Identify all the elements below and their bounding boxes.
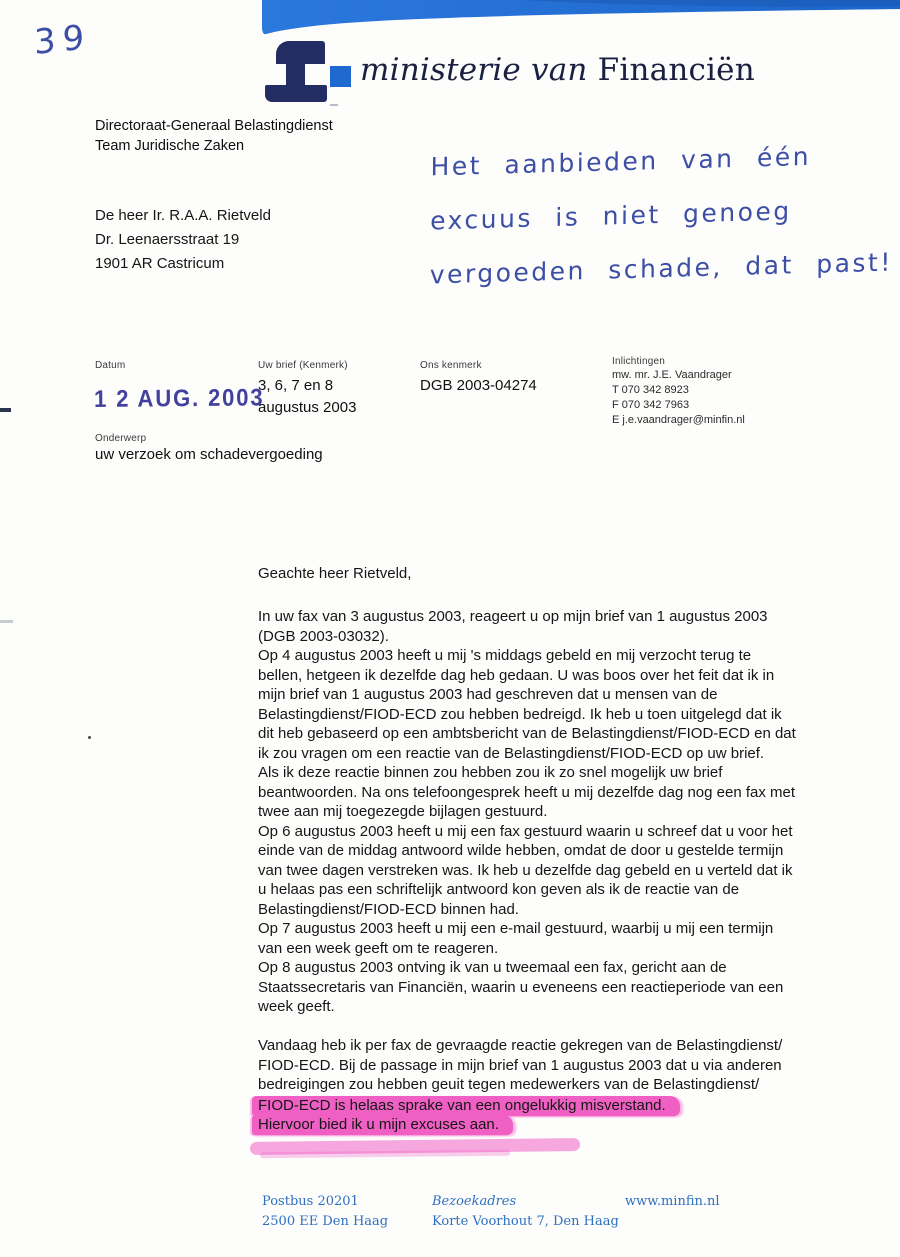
body-line: FIOD-ECD is helaas sprake van een ongelukkig misverstand.: [258, 1096, 883, 1116]
header-swoosh-graphic: [0, 0, 900, 44]
body-line: Staatssecretaris van Financiën, waarin u eveneens een reactieperiode van een: [258, 978, 784, 996]
handwritten-note: [430, 139, 894, 314]
body-line: twee aan mij toegezegde bijlagen gestuurd.: [258, 803, 548, 820]
inlichtingen-line: F 070 342 7963: [612, 399, 690, 411]
body-line: mijn brief van 1 augustus 2003 had geschreven dat u mensen van de: [258, 686, 718, 703]
body-line: Belastingdienst/FIOD-ECD zou hebben bedreigd. Ik heb u toen uitgelegd dat ik: [258, 705, 782, 723]
body-line: Op 7 augustus 2003 heeft u mij een e-mail gestuurd, waarbij u mij een termijn: [258, 920, 774, 937]
body-line: Hiervoor bied ik u mijn excuses aan.: [258, 1115, 883, 1135]
onderwerp-label: Onderwerp: [95, 433, 147, 444]
footer-website: www.minfin.nl: [625, 1194, 720, 1209]
onderwerp-value: uw verzoek om schadevergoeding: [95, 446, 323, 463]
body-line: beantwoorden. Na ons telefoongesprek heeft u mij dezelfde dag nog een fax met: [258, 783, 796, 801]
body-line: bedreigingen zou hebben geuit tegen medewerkers van de Belastingdienst/: [258, 1076, 760, 1093]
ons-kenmerk-value: DGB 2003-04274: [420, 377, 537, 394]
ministry-wordmark: [360, 52, 755, 88]
body-line: Op 8 augustus 2003 ontving ik van u tweemaal een fax, gericht aan de: [258, 959, 727, 976]
body-line: week geeft.: [258, 998, 335, 1015]
ons-kenmerk-label: Ons kenmerk: [420, 360, 482, 371]
logo-shadow-mark: [330, 104, 338, 106]
body-line: u helaas pas een schriftelijk antwoord kon geven als ik de reactie van de: [258, 881, 740, 898]
body-line: Op 6 augustus 2003 heeft u mij een fax gestuurd waarin u schreef dat u voor het: [258, 822, 793, 840]
logo-blue-square: [330, 66, 351, 87]
handwritten-note-line: vergoeden schade, dat past!: [429, 247, 893, 290]
highlighter-swipe-faint: [260, 1150, 510, 1159]
body-line: dit heb gebaseerd op een ambtsbericht van de Belastingdienst/FIOD-ECD en dat: [258, 725, 796, 742]
inlichtingen-line: mw. mr. J.E. Vaandrager: [612, 369, 732, 381]
uw-brief-value: [258, 377, 356, 421]
sender-department: Directoraat-Generaal Belastingdienst: [95, 118, 333, 134]
date-stamp: 1 2 AUG. 2003: [94, 384, 265, 413]
body-line: Vandaag heb ik per fax de gevraagde reactie gekregen van de Belastingdienst/: [258, 1037, 783, 1054]
body-line: Belastingdienst/FIOD-ECD binnen had.: [258, 900, 519, 918]
footer-postbus-line: 2500 EE Den Haag: [262, 1214, 389, 1229]
recipient-address: [95, 207, 271, 279]
recipient-address-line: 1901 AR Castricum: [95, 255, 225, 272]
datum-label: Datum: [95, 360, 126, 371]
wordmark-financien: Financiën: [587, 52, 755, 88]
body-line: einde van de middag antwoord wilde hebben, omdat de door u gestelde termijn: [258, 842, 784, 859]
recipient-address-line: Dr. Leenaersstraat 19: [95, 231, 240, 248]
scan-mark-dash: [0, 408, 11, 412]
uw-brief-line: augustus 2003: [258, 399, 357, 416]
footer-bezoekadres-value: Korte Voorhout 7, Den Haag: [432, 1214, 619, 1229]
sender-team: Team Juridische Zaken: [95, 138, 245, 154]
footer-postbus-line: Postbus 20201: [262, 1194, 359, 1209]
letter-body: [258, 608, 883, 1135]
body-line: FIOD-ECD. Bij de passage in mijn brief van 1 augustus 2003 dat u via anderen: [258, 1056, 782, 1074]
salutation: Geachte heer Rietveld,: [258, 565, 412, 582]
inlichtingen-block: [612, 369, 745, 429]
handwritten-page-number: 39: [33, 16, 92, 64]
recipient-address-line: De heer Ir. R.A.A. Rietveld: [95, 207, 271, 224]
body-line: (DGB 2003-03032).: [258, 627, 389, 645]
inlichtingen-line: T 070 342 8923: [612, 384, 689, 396]
body-line: bellen, hetgeen ik dezelfde dag heb gedaan. U was boos over het feit dat ik in: [258, 666, 775, 684]
body-line: van een week geeft om te reageren.: [258, 939, 499, 957]
handwritten-note-line: Het aanbieden van één: [430, 141, 812, 182]
body-line: van twee dagen verstreken was. Ik heb u dezelfde dag gebeld en u verteld dat ik: [258, 861, 793, 879]
uw-brief-line: 3, 6, 7 en 8: [258, 377, 334, 394]
scan-mark-dot: [88, 736, 91, 739]
body-line: ik zou vragen om een reactie van de Belastingdienst/FIOD-ECD op uw brief.: [258, 744, 765, 762]
logo-foot-shape: [265, 85, 327, 102]
scan-mark-dash-faint: [0, 620, 13, 623]
inlichtingen-label: Inlichtingen: [612, 356, 665, 367]
footer-bezoekadres: [432, 1192, 619, 1232]
body-line: In uw fax van 3 augustus 2003, reageert u op mijn brief van 1 augustus 2003: [258, 608, 768, 625]
body-line: Als ik deze reactie binnen zou hebben zou ik zo snel mogelijk uw brief: [258, 764, 723, 781]
footer-postbus: [262, 1192, 388, 1232]
handwritten-note-line: excuus is niet genoeg: [430, 196, 792, 236]
body-line: Op 4 augustus 2003 heeft u mij 's middags gebeld en mij verzocht terug te: [258, 647, 752, 664]
inlichtingen-line: E j.e.vaandrager@minfin.nl: [612, 414, 745, 426]
uw-brief-label: Uw brief (Kenmerk): [258, 360, 348, 371]
logo-stem-shape: [286, 60, 305, 88]
body-line: [258, 1018, 883, 1038]
footer-bezoekadres-label: Bezoekadres: [432, 1194, 517, 1209]
wordmark-ministerie-van: ministerie van: [360, 52, 588, 88]
sender-department-block: [95, 116, 333, 156]
